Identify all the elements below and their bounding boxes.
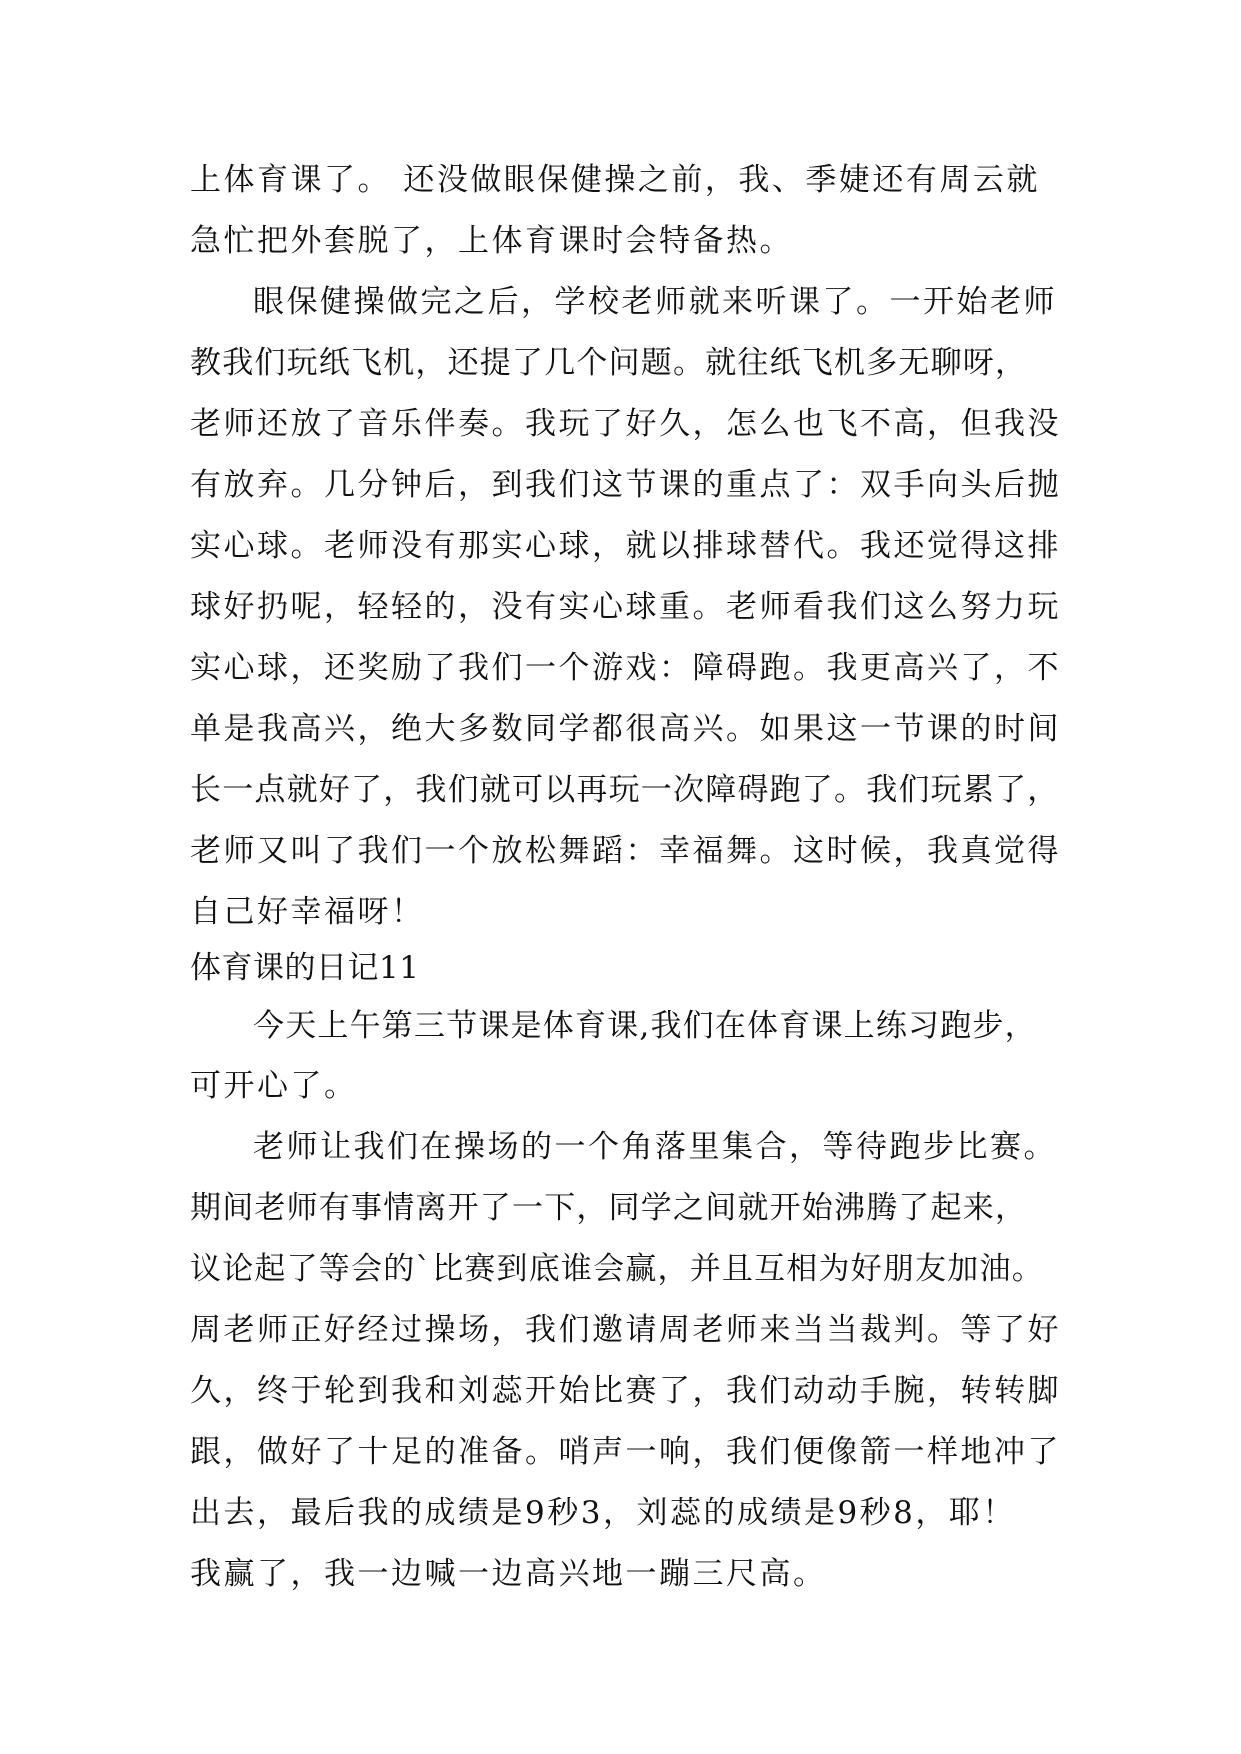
paragraph-line: 老师还放了音乐伴奏。我玩了好久，怎么也飞不高，但我没 [190, 406, 1061, 442]
paragraph-line: 可开心了。 [190, 1068, 358, 1104]
paragraph-line: 我赢了，我一边喊一边高兴地一蹦三尺高。 [190, 1556, 827, 1592]
paragraph-line: 久，终于轮到我和刘蕊开始比赛了，我们动动手腕，转转脚 [190, 1373, 1061, 1409]
paragraph-line: 出去，最后我的成绩是9秒3，刘蕊的成绩是9秒8，耶！ [190, 1495, 1016, 1531]
paragraph-line: 单是我高兴，绝大多数同学都很高兴。如果这一节课的时间 [190, 711, 1061, 747]
paragraph-line: 急忙把外套脱了，上体育课时会特备热。 [190, 223, 793, 259]
paragraph-line: 长一点就好了，我们就可以再玩一次障碍跑了。我们玩累了， [190, 772, 1060, 808]
paragraph-line: 跟，做好了十足的准备。哨声一响，我们便像箭一样地冲了 [190, 1434, 1061, 1470]
paragraph-line: 球好扔呢，轻轻的，没有实心球重。老师看我们这么努力玩 [190, 589, 1061, 625]
paragraph-line: 有放弃。几分钟后，到我们这节课的重点了：双手向头后抛 [190, 467, 1061, 503]
paragraph-line: 眼保健操做完之后，学校老师就来听课了。一开始老师 [253, 284, 1057, 320]
paragraph-line: 实心球，还奖励了我们一个游戏：障碍跑。我更高兴了，不 [190, 650, 1061, 686]
paragraph-line: 实心球。老师没有那实心球，就以排球替代。我还觉得这排 [190, 528, 1061, 564]
paragraph-line: 老师让我们在操场的一个角落里集合，等待跑步比赛。 [253, 1129, 1057, 1165]
paragraph-line: 期间老师有事情离开了一下，同学之间就开始沸腾了起来， [190, 1190, 1028, 1226]
paragraph-line: 教我们玩纸飞机，还提了几个问题。就往纸飞机多无聊呀， [190, 345, 1028, 381]
paragraph-line: 上体育课了。 还没做眼保健操之前，我、季婕还有周云就 [190, 162, 1040, 198]
paragraph-line: 老师又叫了我们一个放松舞蹈：幸福舞。这时候，我真觉得 [190, 833, 1061, 869]
paragraph-line: 今天上午第三节课是体育课,我们在体育课上练习跑步， [253, 1008, 1037, 1044]
paragraph-line: 周老师正好经过操场，我们邀请周老师来当当裁判。等了好 [190, 1312, 1061, 1348]
paragraph-line: 自己好幸福呀！ [190, 894, 425, 930]
paragraph-line: 议论起了等会的`比赛到底谁会赢，并且互相为好朋友加油。 [190, 1251, 1044, 1287]
section-heading: 体育课的日记11 [190, 950, 420, 986]
